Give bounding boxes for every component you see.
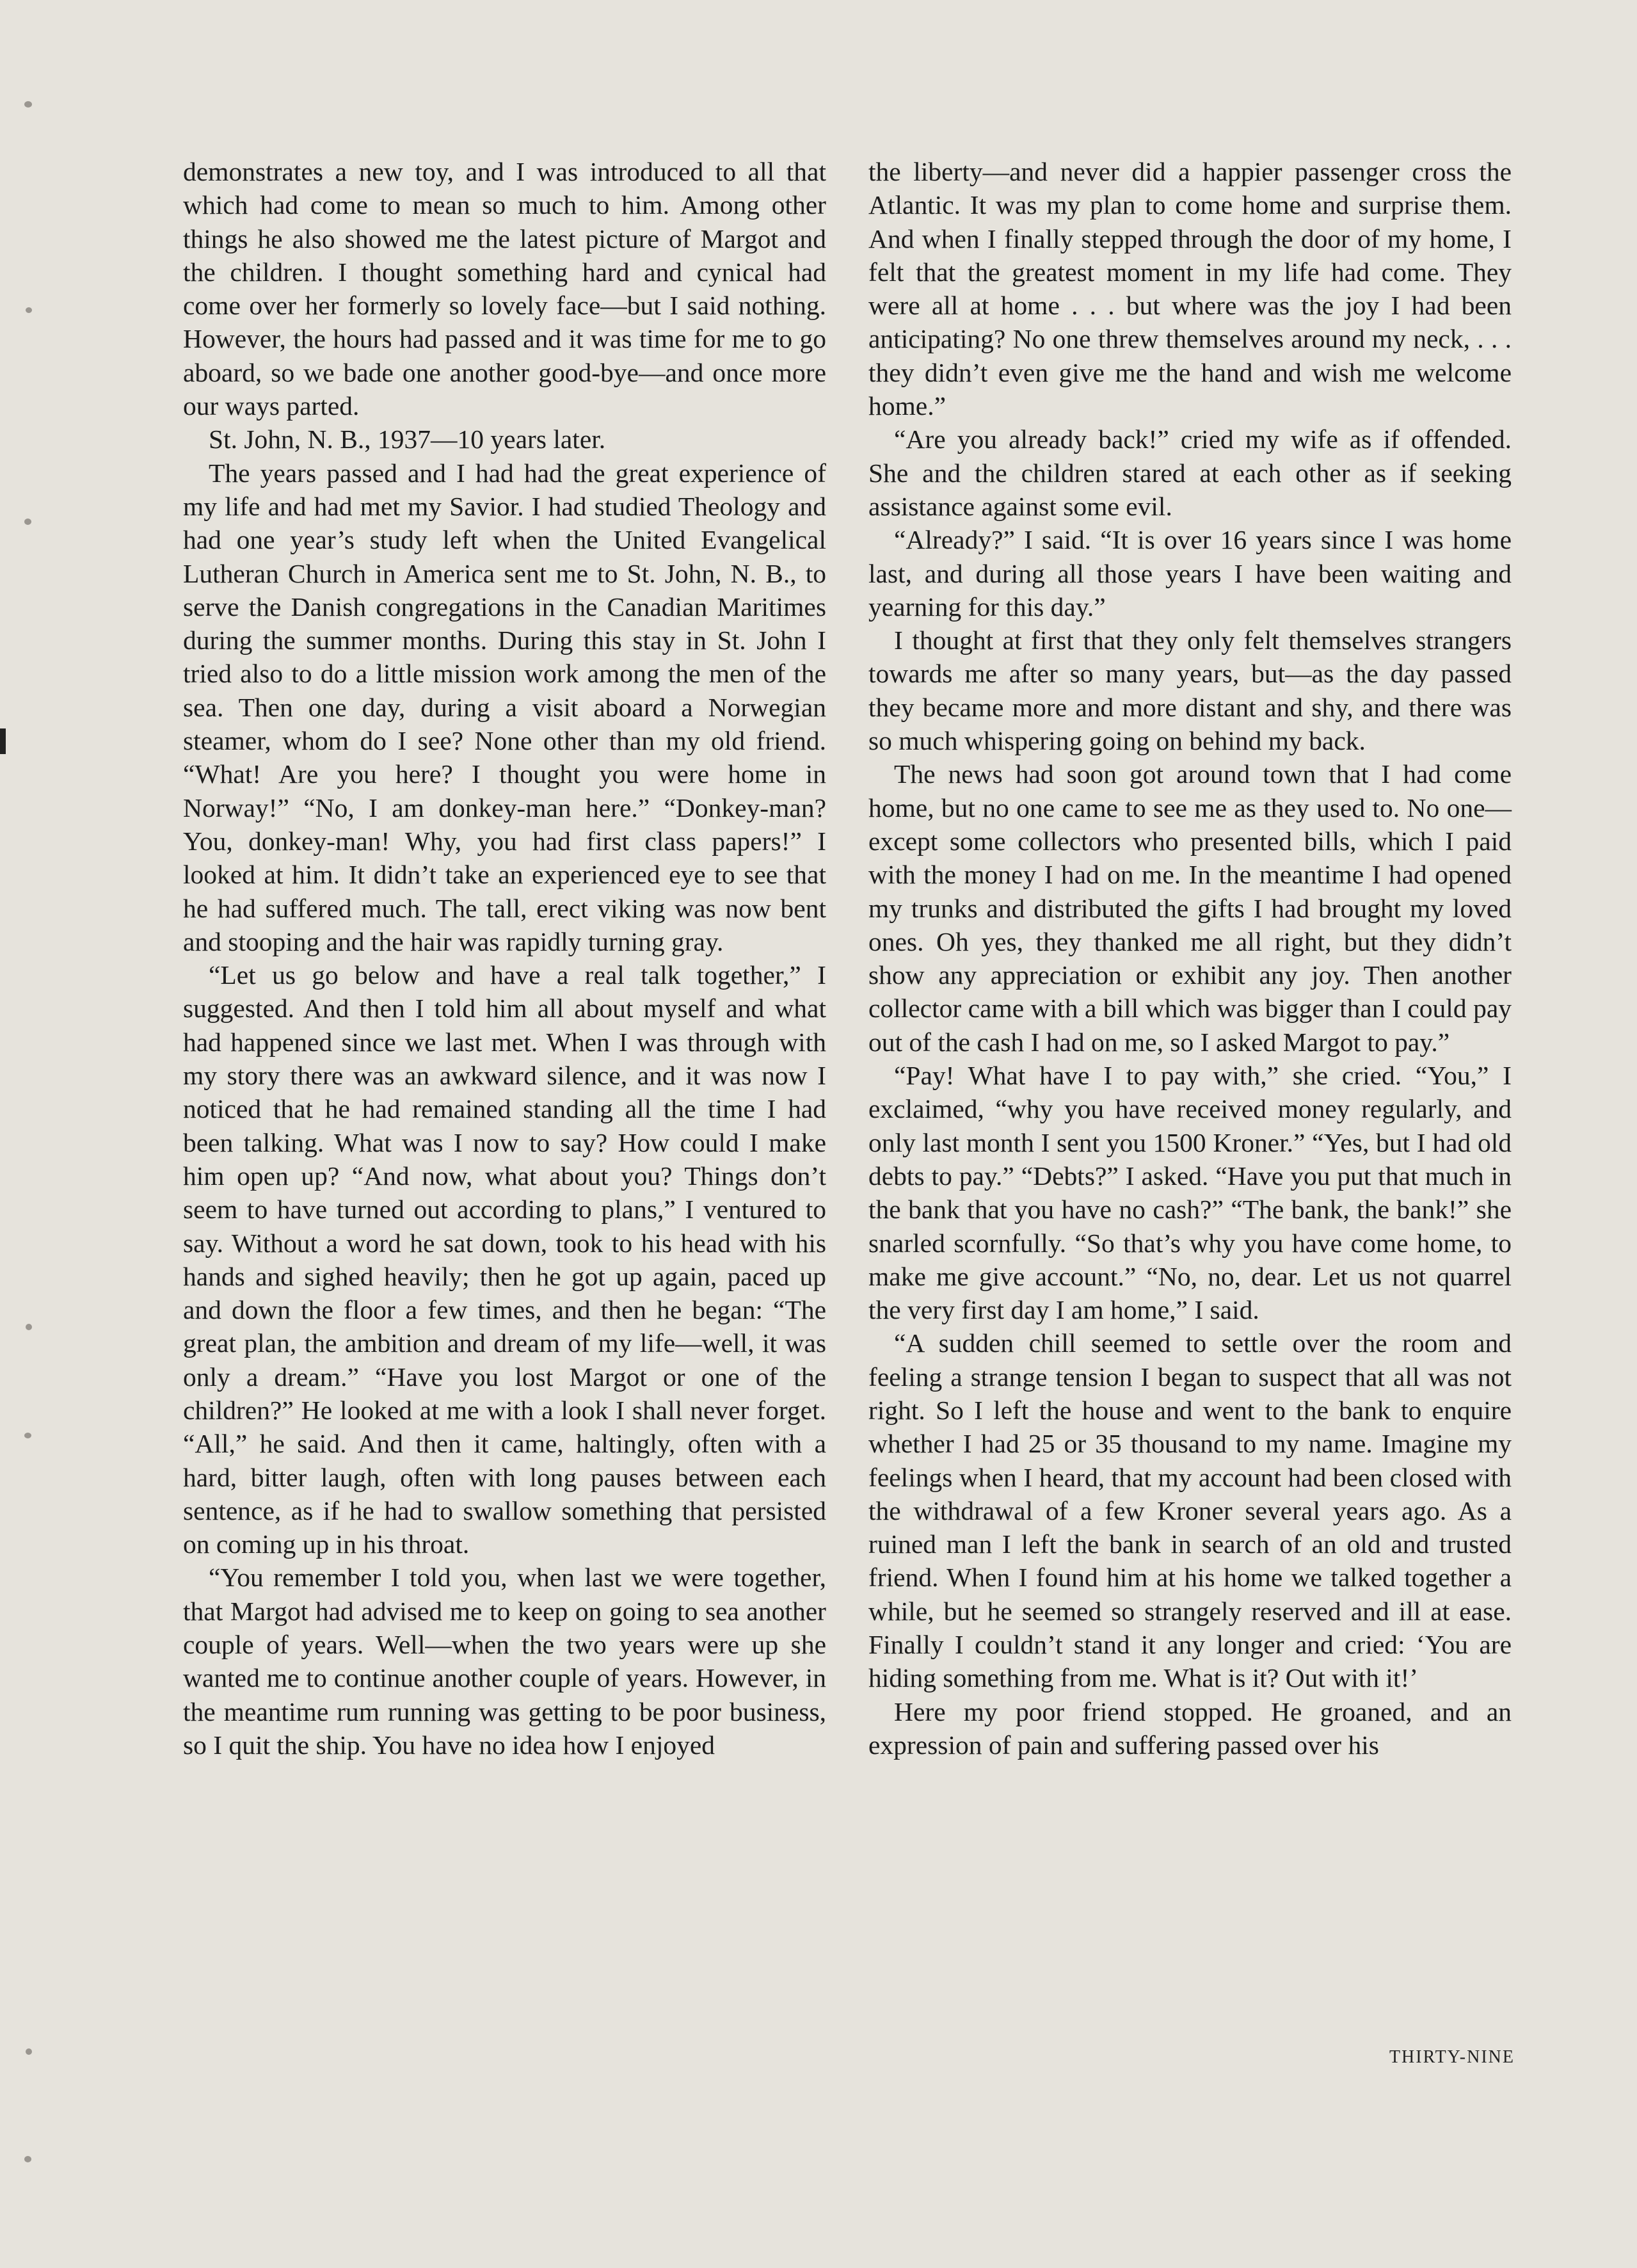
binding-hole-mark — [26, 2048, 32, 2055]
paragraph: Here my poor friend stopped. He groaned, and an expression of pain and suffering passed over his — [868, 1696, 1512, 1760]
binding-hole-mark — [26, 1324, 32, 1330]
paragraph: “Pay! What have I to pay with,” she cried. “You,” I exclaimed, “why you have received money regularly, and only last month I sent you 1500 Kroner.” “Yes, but I had old debts to pay.” “Debts?” I asked. “Have you put that much in the bank that you have no cash?” “The bank, the bank!” she snarled scornfully. “So that’s why you have come home, to make me give account.” “No, no, dear. Let us not quarrel the very first day I am home,” I said. — [868, 1061, 1512, 1325]
paragraph: demonstrates a new toy, and I was introduced to all that which had come to mean so much to him. Among other things he also showed me the latest picture of Margot and the children. I thought something hard and cynical had come over her formerly so lovely face—but I said nothing. However, the hours had passed and it was time for me to go aboard, so we bade one another good-bye—and once more our ways parted. — [183, 157, 826, 421]
paragraph: The news had soon got around town that I had come home, but no one came to see me as they used to. No one—except some collectors who presented bills, which I paid with the money I had on me. In the meantime I had opened my trunks and distributed the gifts I had brought my loved ones. Oh yes, they thanked me all right, but they didn’t show any appreciation or exhibit any joy. Then another collector came with a bill which was bigger than I could pay out of the cash I had on me, so I asked Margot to pay.” — [868, 759, 1512, 1057]
binding-hole-mark — [24, 1433, 31, 1438]
page-number: THIRTY-NINE — [1389, 2047, 1515, 2067]
paragraph: “A sudden chill seemed to settle over the room and feeling a strange tension I began to suspect that all was not right. So I left the house and went to the bank to enquire whether I had 25 or 35 thousand to my name. Imagine my feelings when I heard, that my account had been closed with the withdrawal of a few Kroner several years ago. As a ruined man I left the bank in search of an old and trusted friend. When I found him at his home we talked together a while, but he seemed so strangely reserved and ill at ease. Finally I couldn’t stand it any longer and cried: ‘You are hiding something from me. What is it? Out with it!’ — [868, 1328, 1512, 1693]
paragraph: “You remember I told you, when last we were together, that Margot had advised me to keep on going to sea another couple of years. Well—when the two years were up she wanted me to continue another couple of years. However, in the meantime rum running was getting to be poor business, so I quit the ship. You have no idea how I enjoyed — [183, 1563, 826, 1760]
text-column-left — [183, 155, 826, 1762]
binding-hole-mark — [24, 519, 31, 525]
paragraph: “Let us go below and have a real talk together,” I suggested. And then I told him all about myself and what had happened since we last met. When I was through with my story there was an awkward silence, and it was now I noticed that he had remained standing all the time I had been talking. What was I now to say? How could I make him open up? “And now, what about you? Things don’t seem to have turned out according to plans,” I ventured to say. Without a word he sat down, took to his head with his hands and sighed heavily; then he got up again, paced up and down the floor a few times, and then he began: “The great plan, the ambition and dream of my life—well, it was only a dream.” “Have you lost Margot or one of the children?” He looked at me with a look I shall never forget. “All,” he said. And then it came, haltingly, often with a hard, bitter laugh, often with long pauses between each sentence, as if he had to swallow something that persisted on coming up in his throat. — [183, 960, 826, 1559]
binding-hole-mark — [24, 2156, 31, 2162]
binding-edge-mark — [0, 728, 6, 754]
paragraph: the liberty—and never did a happier passenger cross the Atlantic. It was my plan to come home and surprise them. And when I finally stepped through the door of my home, I felt that the greatest moment in my life had come. They were all at home . . . but where was the joy I had been anticipating? No one threw themselves around my neck, . . . they didn’t even give me the hand and wish me welcome home.” — [868, 157, 1512, 421]
paragraph: I thought at first that they only felt themselves strangers towards me after so many years, but—as the day passed they became more and more distant and shy, and there was so much whispering going on behind my back. — [868, 625, 1512, 756]
paragraph: The years passed and I had had the great experience of my life and had met my Savior. I had studied Theology and had one year’s study left when the United Evangelical Lutheran Church in America sent me to St. John, N. B., to serve the Danish congregations in the Canadian Maritimes during the summer months. During this stay in St. John I tried also to do a little mission work among the men of the sea. Then one day, during a visit aboard a Norwegian steamer, whom do I see? None other than my old friend. “What! Are you here? I thought you were home in Norway!” “No, I am donkey-man here.” “Donkey-man? You, donkey-man! Why, you had first class papers!” I looked at him. It didn’t take an experienced eye to see that he had suffered much. The tall, erect viking was now bent and stooping and the hair was rapidly turning gray. — [183, 458, 826, 956]
paragraph: St. John, N. B., 1937—10 years later. — [209, 424, 606, 454]
paragraph: “Are you already back!” cried my wife as if offended. She and the children stared at each other as if seeking assistance against some evil. — [868, 424, 1512, 521]
binding-hole-mark — [24, 101, 32, 108]
text-column-right — [868, 155, 1512, 1762]
binding-hole-mark — [26, 307, 32, 313]
paragraph: “Already?” I said. “It is over 16 years since I was home last, and during all those years I have been waiting and yearning for this day.” — [868, 525, 1512, 622]
